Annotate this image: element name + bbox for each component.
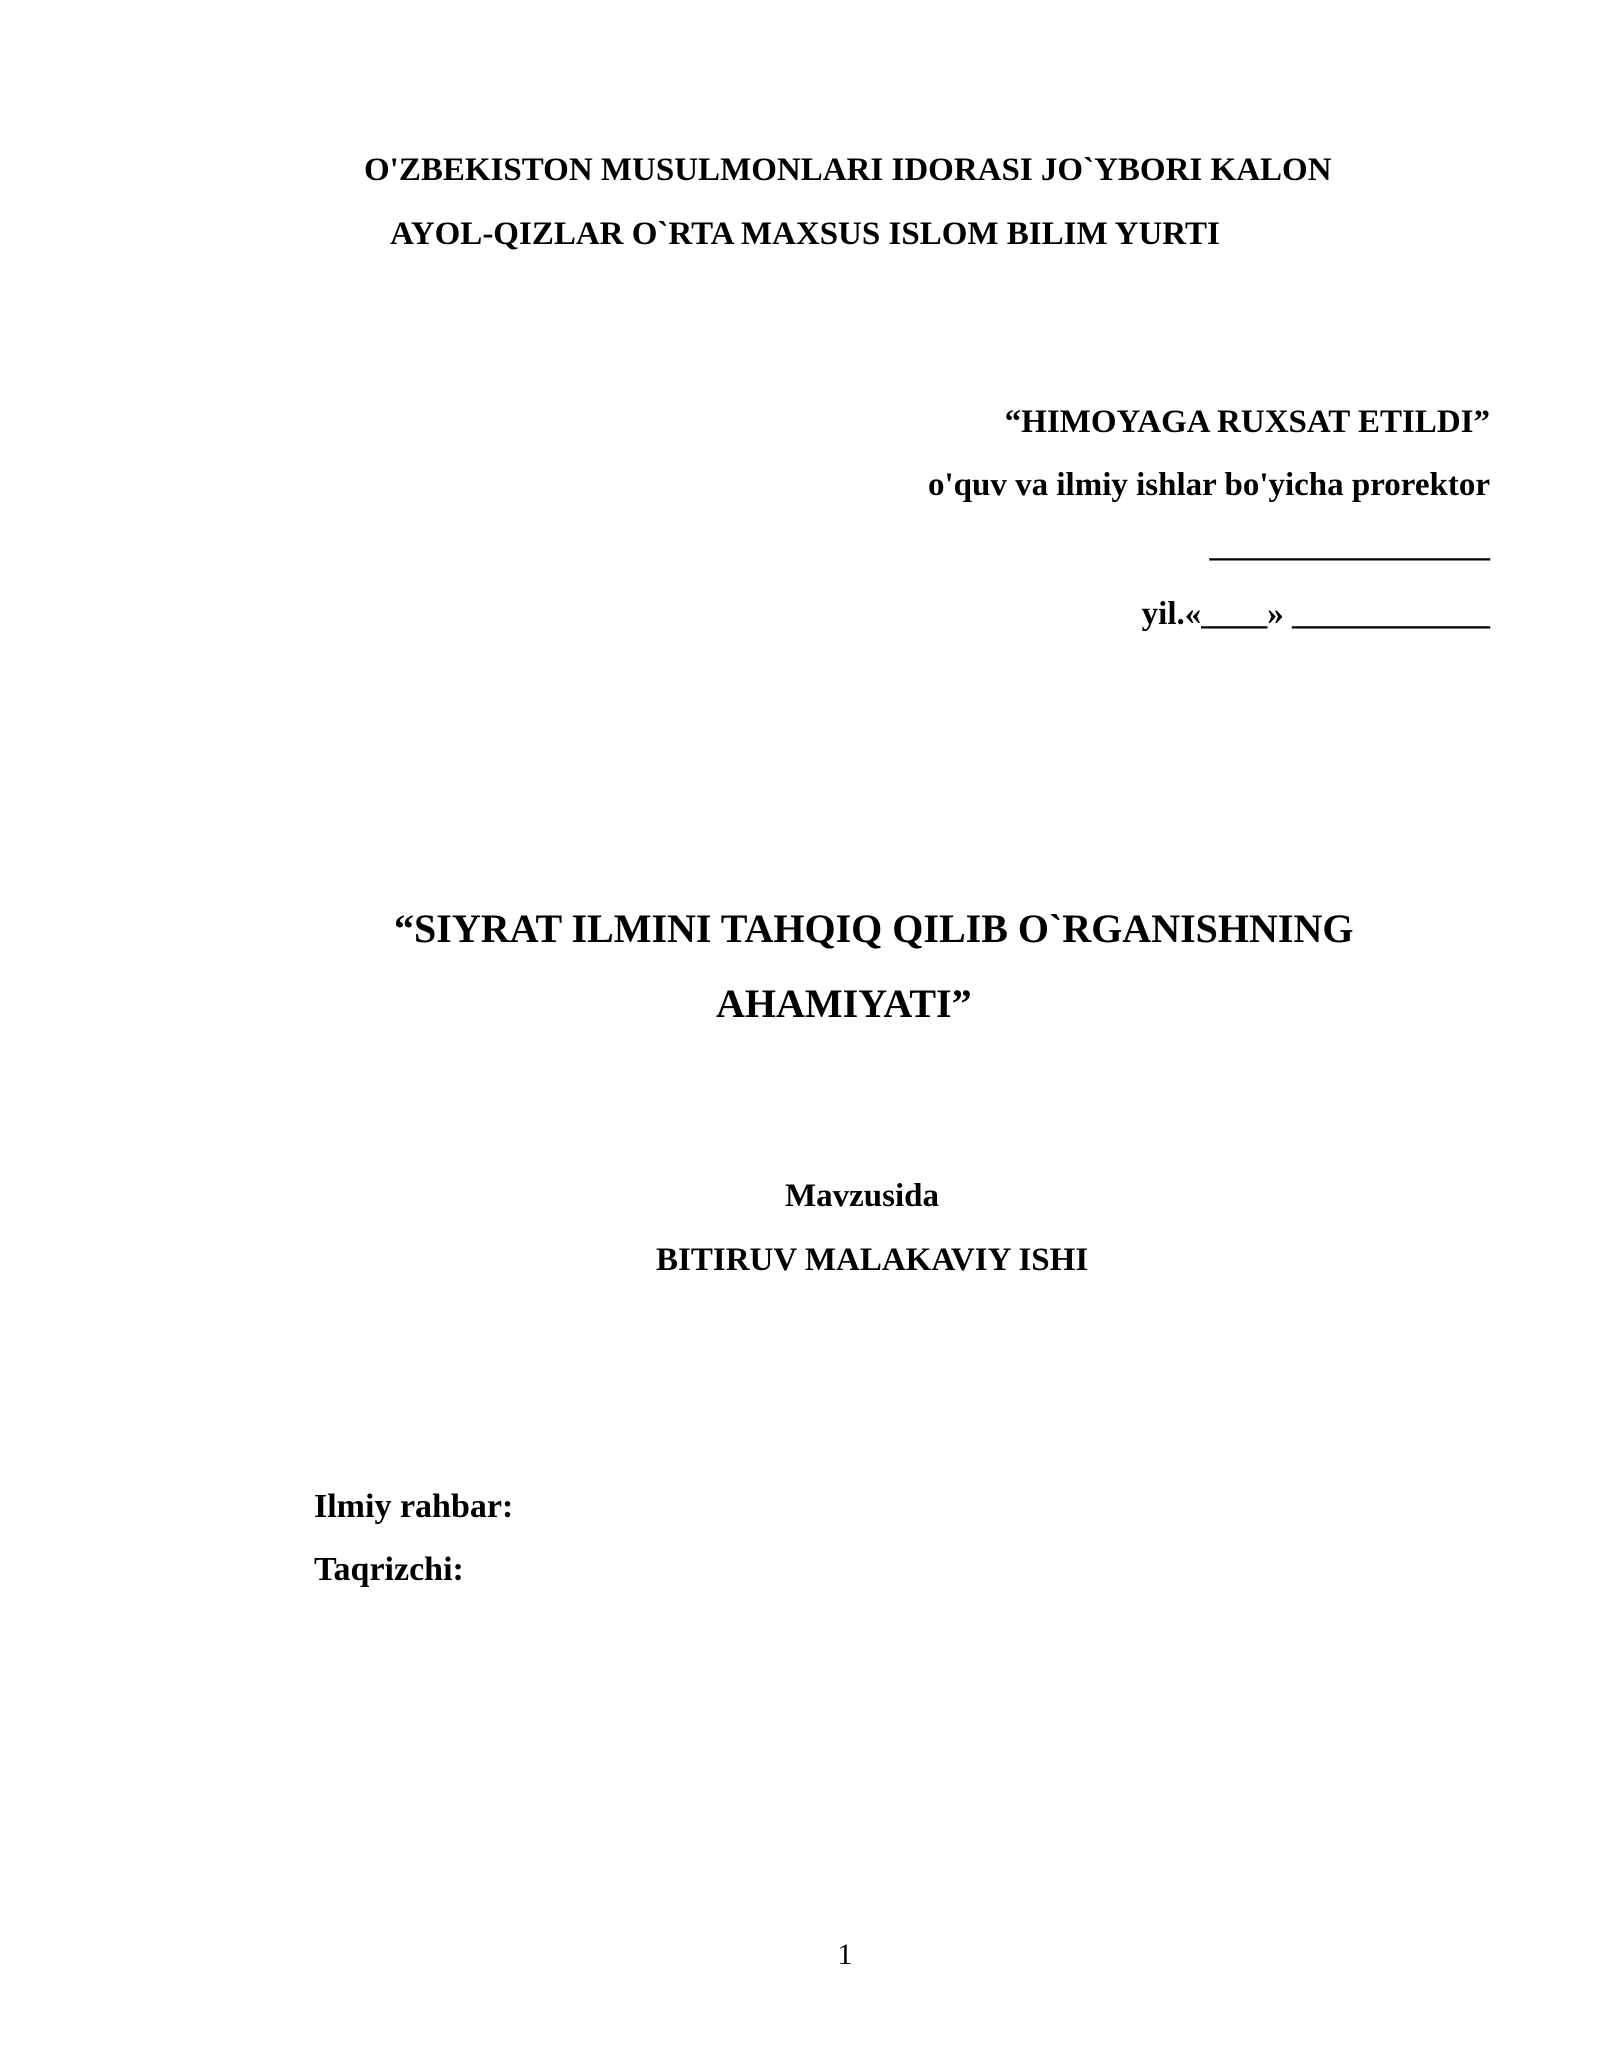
approval-date-line: yil.«____» ____________ bbox=[1141, 596, 1490, 632]
thesis-title-line-2: AHAMIYATI” bbox=[716, 981, 972, 1026]
reviewer-label: Taqrizchi: bbox=[314, 1551, 464, 1588]
approval-stamp: “HIMOYAGA RUXSAT ETILDI” bbox=[1004, 404, 1490, 440]
page-number: 1 bbox=[837, 1938, 853, 1971]
approver-position: o'quv va ilmiy ishlar bo'yicha prorektor bbox=[928, 467, 1490, 503]
supervisor-label: Ilmiy rahbar: bbox=[314, 1488, 514, 1525]
topic-label: Mavzusida bbox=[785, 1178, 940, 1214]
institution-name-line-1: O'ZBEKISTON MUSULMONLARI IDORASI JO`YBORI KALON bbox=[364, 152, 1332, 188]
thesis-title-line-1: “SIYRAT ILMINI TAHQIQ QILIB O`RGANISHNING bbox=[394, 906, 1354, 951]
institution-name-line-2: AYOL-QIZLAR O`RTA MAXSUS ISLOM BILIM YURTI bbox=[390, 216, 1220, 252]
signature-line: _________________ bbox=[1209, 528, 1490, 564]
work-type: BITIRUV MALAKAVIY ISHI bbox=[656, 1242, 1089, 1278]
